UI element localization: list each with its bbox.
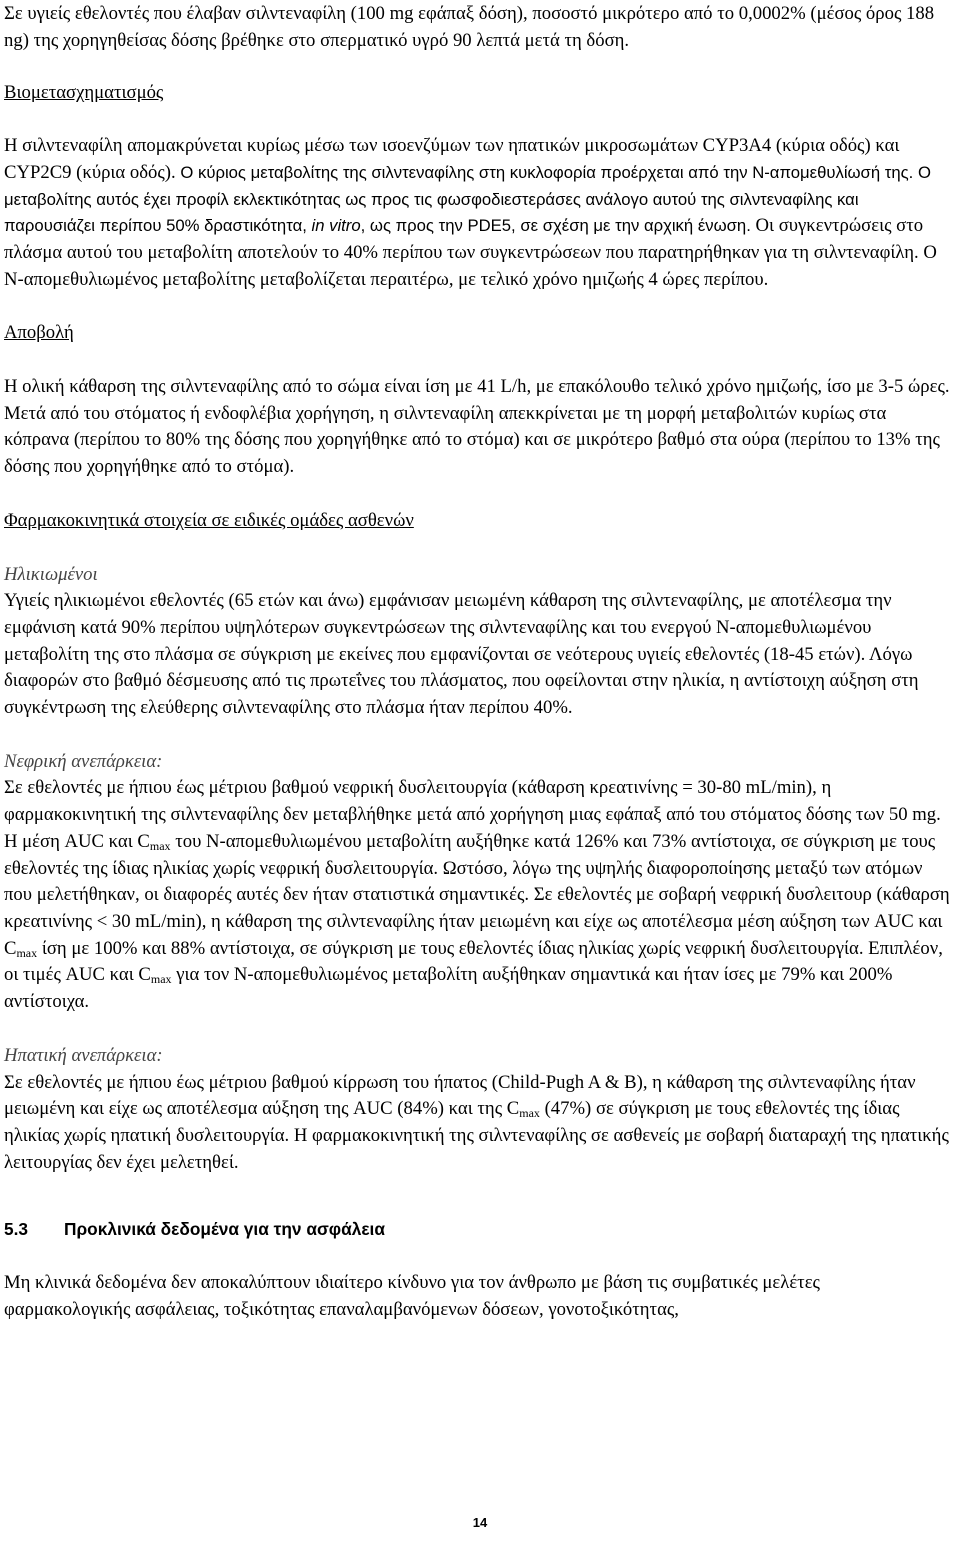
document-page	[4, 1, 950, 1323]
section-title-text: Προκλινικά δεδομένα για την ασφάλεια	[64, 1219, 385, 1240]
elderly-heading	[4, 562, 950, 589]
biotransformation-sentence-1: Η σιλντεναφίλη απομακρύνεται κυρίως μέσω των ισοενζύμων των ηπατικών μικροσωμάτων CYP3A4 (κύρια οδός) και CYP2C9 (κύρια οδός).	[4, 135, 900, 183]
hepatic-text-1: Σε εθελοντές με ήπιου έως μέτριου βαθμού κίρρωση του ήπατος (Child-Pugh A & B), η κάθαρση της σιλντεναφίλης ήταν μειωμένη και είχε ως αποτέλεσμα αύξηση της AUC (84%) και της C	[4, 1071, 916, 1120]
renal-heading-text: Νεφρική ανεπάρκεια:	[4, 750, 163, 772]
elderly-paragraph	[4, 588, 950, 722]
section-5-3-title	[4, 1216, 950, 1243]
spacer	[4, 535, 950, 562]
renal-text-2: του N-απομεθυλιωμένου μεταβολίτη αυξήθηκε κατά 126% και 73% αντίστοιχα, σε σύγκριση με τους εθελοντές της ίδιας ηλικίας χωρίς νεφρική δυσλειτουργία. Ωστόσο, λόγω της υψηλής διαφοροποίησης μεταξύ των ατόμων που μελετήθηκαν, οι διαφορές αυτές δεν ήταν στατιστικά σημαντικές. Σε εθελοντές με σοβαρή νεφρική δυσλειτουρ (κάθαρση κρεατινίνης < 30 mL/min), η κάθαρση της σιλντεναφίλης ήταν μειωμένη και είχε ως αποτέλεσμα μέση αύξηση των AUC και C	[4, 830, 950, 959]
special-groups-heading	[4, 508, 950, 535]
hepatic-text-2: (47%) σε σύγκριση με τους εθελοντές της ίδιας ηλικίας χωρίς ηπατική δυσλειτουργία. Η φαρμακοκινητική της σιλντεναφίλης σε ασθενείς με σοβαρή διαταραχή της ηπατικής λειτουργίας δεν έχει μελετηθεί.	[4, 1098, 949, 1173]
elderly-heading-text: Ηλικιωμένοι	[4, 563, 98, 585]
section-5-3-paragraph	[4, 1270, 950, 1323]
max-subscript: max	[150, 972, 172, 987]
elderly-text: Υγιείς ηλικιωμένοι εθελοντές (65 ετών και άνω) εμφάνισαν μειωμένη κάθαρση της σιλντεναφίλης, με αποτέλεσμα την εμφάνιση κατά 90% περίπου υψηλότερων συγκεντρώσεων της σιλντεναφίλης και του ενεργού N-απομεθυλιωμένου μεταβολίτη της στο πλάσμα σε σύγκριση με εκείνες που εμφανίζονται σε νεότερους υγιείς εθελοντές (18-45 ετών). Λόγω διαφορών στο βαθμό δέσμευσης από τις πρωτεΐνες του πλάσματος, που οφείλονται στην ηλικία, η αντίστοιχη αύξηση στη συγκέντρωση της ελεύθερης σιλντεναφίλης στο πλάσμα ήταν περίπου 40%.	[4, 590, 919, 719]
spacer	[4, 54, 950, 80]
intro-paragraph	[4, 1, 950, 54]
renal-heading	[4, 749, 950, 776]
special-groups-heading-text: Φαρμακοκινητικά στοιχεία σε ειδικές ομάδες ασθενών	[4, 509, 414, 531]
renal-text-4: για τον N-απομεθυλιωμένος μεταβολίτη αυξήθηκαν σημαντικά και ήταν ίσες με 79% και 200% αντίστοιχα.	[4, 964, 893, 1013]
spacer	[4, 481, 950, 508]
intro-text: Σε υγιείς εθελοντές που έλαβαν σιλντεναφίλη (100 mg εφάπαξ δόση), ποσοστό μικρότερο από το 0,0002% (μέσος όρος 188 ng) της χορηγηθείσας δόσης βρέθηκε στο σπερματικό υγρό 90 λεπτά μετά τη δόση.	[4, 3, 935, 51]
sentence-3-part-a: Ο μεταβολίτης αυτός έχει προφίλ εκλεκτικότητας ως προς τις φωσφοδιεστεράσες ανάλογο αυτού της σιλντεναφίλης και παρουσιάζει περίπου 50% δραστικότητα,	[4, 162, 931, 236]
biotransformation-sentence-4: Οι συγκεντρώσεις στο πλάσμα αυτού του μεταβολίτη αποτελούν το 40% περίπου των συγκεντρώσεων που παρατηρήθηκαν για τη σιλντεναφίλη. Ο N-απομεθυλιωμένος μεταβολίτης μεταβολίζεται περαιτέρω, με τελικό χρόνο ημιζωής 4 ώρες περίπου.	[4, 215, 937, 290]
spacer	[4, 1176, 950, 1216]
biotransformation-sentence-2: Ο κύριος μεταβολίτης της σιλντεναφίλης στη κυκλοφορία προέρχεται από την N-απομεθυλίωσή της.	[180, 162, 914, 182]
biotransformation-paragraph	[4, 133, 950, 293]
page-number: 14	[472, 1515, 488, 1530]
spacer	[4, 293, 950, 320]
elimination-heading-text: Αποβολή	[4, 322, 74, 344]
in-vitro-term: in vitro	[311, 216, 361, 236]
renal-paragraph	[4, 775, 950, 1015]
renal-text-3: ίση με 100% και 88% αντίστοιχα, σε σύγκριση με τους εθελοντές ίδιας ηλικίας χωρίς νεφρική δυσλειτουργία. Επιπλέον, οι τιμές AUC και C	[4, 937, 943, 986]
max-subscript: max	[16, 945, 38, 960]
max-subscript: max	[519, 1106, 540, 1121]
hepatic-paragraph	[4, 1070, 950, 1177]
elimination-sentence-2: Μετά από του στόματος ή ενδοφλέβια χορήγηση, η σιλντεναφίλη απεκκρίνεται με τη μορφή μεταβολιτών κυρίως στα κόπρανα (περίπου το 80% της δόσης που χορηγήθηκε από το στόμα) και σε μικρότερο βαθμό στα ούρα (περίπου το 13% της δόσης που χορηγήθηκε από το στόμα).	[4, 402, 940, 478]
elimination-heading	[4, 320, 950, 347]
sentence-3-part-b: , ως προς την PDE5, σε σχέση με την αρχική ένωση.	[360, 216, 751, 236]
max-subscript: max	[149, 838, 171, 853]
hepatic-heading	[4, 1043, 950, 1070]
spacer	[4, 107, 950, 133]
biotransformation-heading-text: Βιομετασχηματισμός	[4, 82, 164, 104]
elimination-sentence-1: Η ολική κάθαρση της σιλντεναφίλης από το σώμα είναι ίση με 41 L/h, με επακόλουθο τελικό χρόνο ημιζωής, ίσο με 3-5 ώρες.	[4, 376, 950, 398]
section-number: 5.3	[4, 1219, 29, 1240]
spacer	[4, 1243, 950, 1270]
hepatic-heading-text: Ηπατική ανεπάρκεια:	[4, 1044, 163, 1066]
spacer	[4, 347, 950, 374]
spacer	[4, 722, 950, 749]
spacer	[4, 1016, 950, 1043]
renal-text-1: Σε εθελοντές με ήπιου έως μέτριου βαθμού νεφρική δυσλειτουργία (κάθαρση κρεατινίνης = 30-80 mL/min), η φαρμακοκινητική της σιλντεναφίλης δεν μεταβλήθηκε μετά από χορήγηση μιας εφάπαξ από του στόματος δόσης των 50 mg. Η μέση AUC και C	[4, 777, 941, 852]
section-5-3-text: Μη κλινικά δεδομένα δεν αποκαλύπτουν ιδιαίτερο κίνδυνο για τον άνθρωπο με βάση τις συμβατικές μελέτες φαρμακολογικής ασφάλειας, τοξικότητας επαναλαμβανόμενων δόσεων, γονοτοξικότητας,	[4, 1272, 820, 1320]
elimination-paragraph	[4, 374, 950, 481]
biotransformation-heading	[4, 80, 950, 107]
